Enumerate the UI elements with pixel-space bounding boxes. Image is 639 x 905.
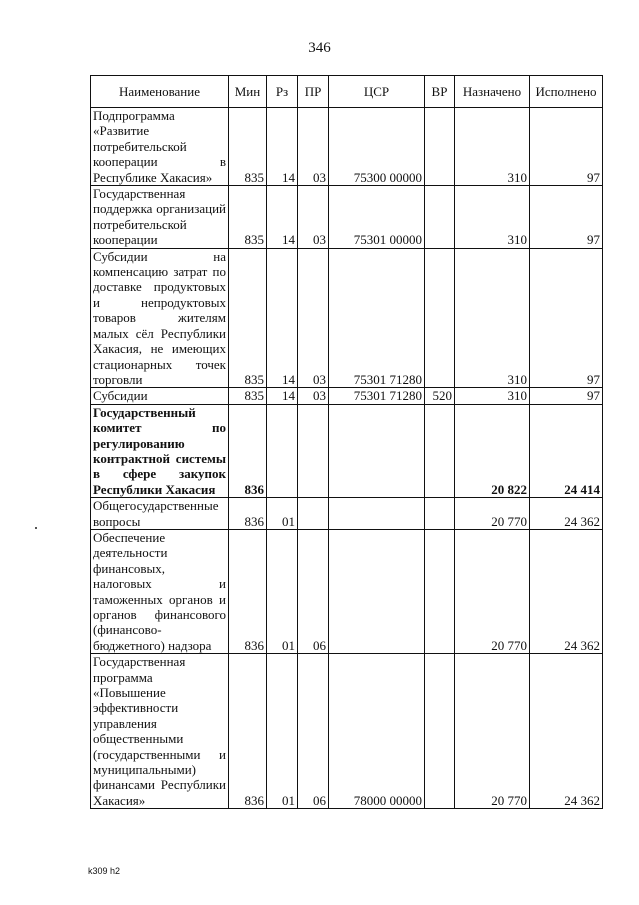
cell-executed: 24 414 [530,404,603,497]
table-header-row [91,76,603,108]
budget-table [90,75,603,809]
cell-assigned: 20 822 [455,404,530,497]
cell-min: 835 [229,388,267,404]
cell-rz [267,404,298,497]
cell-executed: 24 362 [530,498,603,530]
cell-name: Общегосударственные вопросы [91,498,229,530]
table-row [91,529,603,653]
cell-vr [425,186,455,249]
cell-name: Обеспечение деятельности финансовых, налоговых и таможенных органов и органов финансового (финансово-бюджетного) надзора [91,529,229,653]
cell-name: Государственная поддержка организаций потребительской кооперации [91,186,229,249]
table-row [91,108,603,186]
footer-code: k309 h2 [88,866,121,876]
cell-assigned: 310 [455,388,530,404]
cell-rz: 14 [267,186,298,249]
cell-pr: 03 [298,108,329,186]
cell-csr: 78000 00000 [329,654,425,809]
table-row [91,654,603,809]
cell-min: 835 [229,186,267,249]
cell-min: 835 [229,248,267,388]
cell-executed: 97 [530,108,603,186]
cell-vr [425,404,455,497]
header-csr: ЦСР [329,76,425,108]
table-row [91,388,603,404]
cell-pr: 03 [298,248,329,388]
cell-executed: 97 [530,388,603,404]
cell-executed: 24 362 [530,529,603,653]
cell-name: Субсидии [91,388,229,404]
cell-vr [425,498,455,530]
cell-name: Государственный комитет по регулированию контрактной системы в сфере закупок Республики Хакасия [91,404,229,497]
cell-pr: 03 [298,388,329,404]
cell-csr [329,404,425,497]
cell-min: 836 [229,498,267,530]
cell-pr: 06 [298,654,329,809]
cell-csr: 75301 71280 [329,248,425,388]
cell-executed: 97 [530,248,603,388]
cell-rz: 14 [267,248,298,388]
cell-csr: 75300 00000 [329,108,425,186]
cell-min: 835 [229,108,267,186]
header-name: Наименование [91,76,229,108]
cell-rz: 14 [267,388,298,404]
table-row [91,498,603,530]
cell-pr: 06 [298,529,329,653]
cell-min: 836 [229,529,267,653]
page-number: 346 [308,40,331,56]
cell-assigned: 20 770 [455,654,530,809]
cell-rz: 01 [267,654,298,809]
cell-pr [298,404,329,497]
cell-vr [425,529,455,653]
cell-name: Подпрограмма «Развитие потребительской кооперации в Республике Хакасия» [91,108,229,186]
header-rz: Рз [267,76,298,108]
cell-name: Субсидии на компенсацию затрат по доставке продуктовых и непродуктовых товаров жителям малых сёл Республики Хакасия, не имеющих стационарных точек торговли [91,248,229,388]
cell-vr: 520 [425,388,455,404]
cell-csr [329,498,425,530]
header-min: Мин [229,76,267,108]
cell-assigned: 310 [455,108,530,186]
cell-min: 836 [229,654,267,809]
cell-pr: 03 [298,186,329,249]
cell-vr [425,248,455,388]
cell-csr: 75301 71280 [329,388,425,404]
cell-csr: 75301 00000 [329,186,425,249]
cell-assigned: 20 770 [455,498,530,530]
header-vr: ВР [425,76,455,108]
cell-min: 836 [229,404,267,497]
cell-rz: 01 [267,498,298,530]
table-row [91,248,603,388]
cell-assigned: 310 [455,186,530,249]
header-pr: ПР [298,76,329,108]
table-row [91,186,603,249]
cell-executed: 97 [530,186,603,249]
cell-vr [425,654,455,809]
header-assigned: Назначено [455,76,530,108]
cell-pr [298,498,329,530]
cell-rz: 01 [267,529,298,653]
cell-executed: 24 362 [530,654,603,809]
cell-csr [329,529,425,653]
header-executed: Исполнено [530,76,603,108]
cell-vr [425,108,455,186]
cell-assigned: 310 [455,248,530,388]
scan-dot [35,527,37,529]
table-row [91,404,603,497]
cell-name: Государственная программа «Повышение эффективности управления общественными (государственными и муниципальными) финансами Республики Хакасия» [91,654,229,809]
cell-rz: 14 [267,108,298,186]
cell-assigned: 20 770 [455,529,530,653]
